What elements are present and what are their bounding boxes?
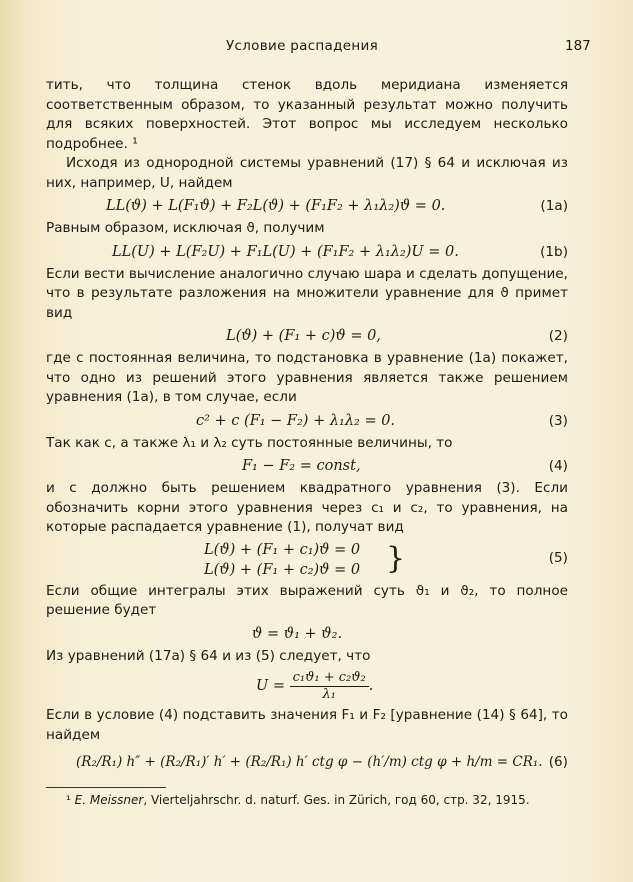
equation-5 (46, 538, 568, 582)
equation-number: (5) (548, 549, 568, 566)
equation-sum (46, 621, 568, 647)
equation-expression: LL(ϑ) + L(F₁ϑ) + F₂L(ϑ) + (F₁F₂ + λ₁λ₂)ϑ = 0. (106, 198, 446, 214)
paragraph: Если в условие (4) подставить значения F₁ и F₂ [уравнение (14) § 64], то найдем (46, 707, 568, 743)
equation-number: (6) (548, 754, 568, 770)
equation-6 (46, 745, 568, 779)
equation-1a (46, 193, 568, 219)
page-number: 187 (565, 38, 591, 54)
equation-lhs: U = (256, 678, 285, 694)
equation-1b (46, 239, 568, 265)
equation-number: (3) (548, 412, 568, 429)
fraction-denominator: λ₁ (322, 686, 336, 702)
paragraph: и c должно быть решением квадратного уравнения (3). Если обозначить корни этого уравнения через c₁ и c₂, то уравнения, на которые распадается уравнение (1), получат вид (46, 480, 568, 535)
equation-line-1: L(ϑ) + (F₁ + c₁)ϑ = 0 (204, 541, 361, 558)
fraction (290, 670, 369, 703)
equation-number: (4) (548, 458, 568, 474)
equation-4 (46, 453, 568, 479)
footnote-text: , Vierteljahrschr. d. naturf. Ges. in Zürich, год 60, стр. 32, 1915. (143, 793, 530, 807)
footnote-divider (46, 787, 166, 788)
equation-expression (256, 666, 373, 706)
equation-expression: LL(U) + L(F₂U) + F₁L(U) + (F₁F₂ + λ₁λ₂)U = 0. (112, 243, 459, 260)
equation-number: (1a) (540, 198, 568, 214)
paragraph: тить, что толщина стенок вдоль меридиана изменяется соответственным образом, то указанный результат можно получить для всяких поверхностей. Этот вопрос мы исследуем несколько подробнее. ¹ (46, 77, 568, 152)
paragraph: Если общие интегралы этих выражений суть ϑ₁ и ϑ₂, то полное решение будет (46, 582, 568, 618)
running-header (0, 38, 633, 58)
paragraph: Из уравнений (17a) § 64 и из (5) следует, что (46, 647, 371, 664)
paragraph: Если вести вычисление аналогично случаю шара и сделать допущение, что в результате разложения на множители уравнение для ϑ примет вид (46, 265, 568, 321)
footnote-marker: ¹ (66, 793, 71, 807)
equation-expression: (R₂/R₁) h″ + (R₂/R₁)′ h′ + (R₂/R₁) h′ ctg φ − (h′/m) ctg φ + h/m = CR₁. (76, 754, 543, 770)
equation-number: (1b) (540, 243, 568, 260)
fraction-numerator: c₁ϑ₁ + c₂ϑ₂ (290, 670, 369, 687)
paragraph: где c постоянная величина, то подстановка в уравнение (1a) покажет, что одно из решений этого уравнения является также решением уравнения (1a), в том случае, если (46, 350, 568, 405)
equation-tail: . (368, 678, 374, 694)
equation-2 (46, 323, 568, 349)
equation-line-2: L(ϑ) + (F₁ + c₂)ϑ = 0 (204, 561, 361, 578)
footnote-author: E. Meissner (74, 793, 144, 807)
right-brace: } (386, 540, 406, 576)
equation-expression: c² + c (F₁ − F₂) + λ₁λ₂ = 0. (196, 412, 396, 429)
page-body (46, 76, 568, 809)
equation-expression: L(ϑ) + (F₁ + c)ϑ = 0, (226, 328, 381, 344)
equation-U (46, 666, 568, 706)
footnote (46, 792, 568, 809)
equation-3 (46, 408, 568, 434)
paragraph: Так как c, а также λ₁ и λ₂ суть постоянные величины, то (46, 434, 453, 451)
equation-expression: F₁ − F₂ = const, (242, 458, 361, 474)
paragraph: Равным образом, исключая ϑ, получим (46, 220, 325, 236)
running-title: Условие распадения (226, 38, 378, 54)
paragraph: Исходя из однородной системы уравнений (17) § 64 и исключая из них, например, U, найдем (46, 155, 568, 191)
equation-number: (2) (548, 328, 568, 344)
equation-expression: ϑ = ϑ₁ + ϑ₂. (252, 625, 343, 642)
